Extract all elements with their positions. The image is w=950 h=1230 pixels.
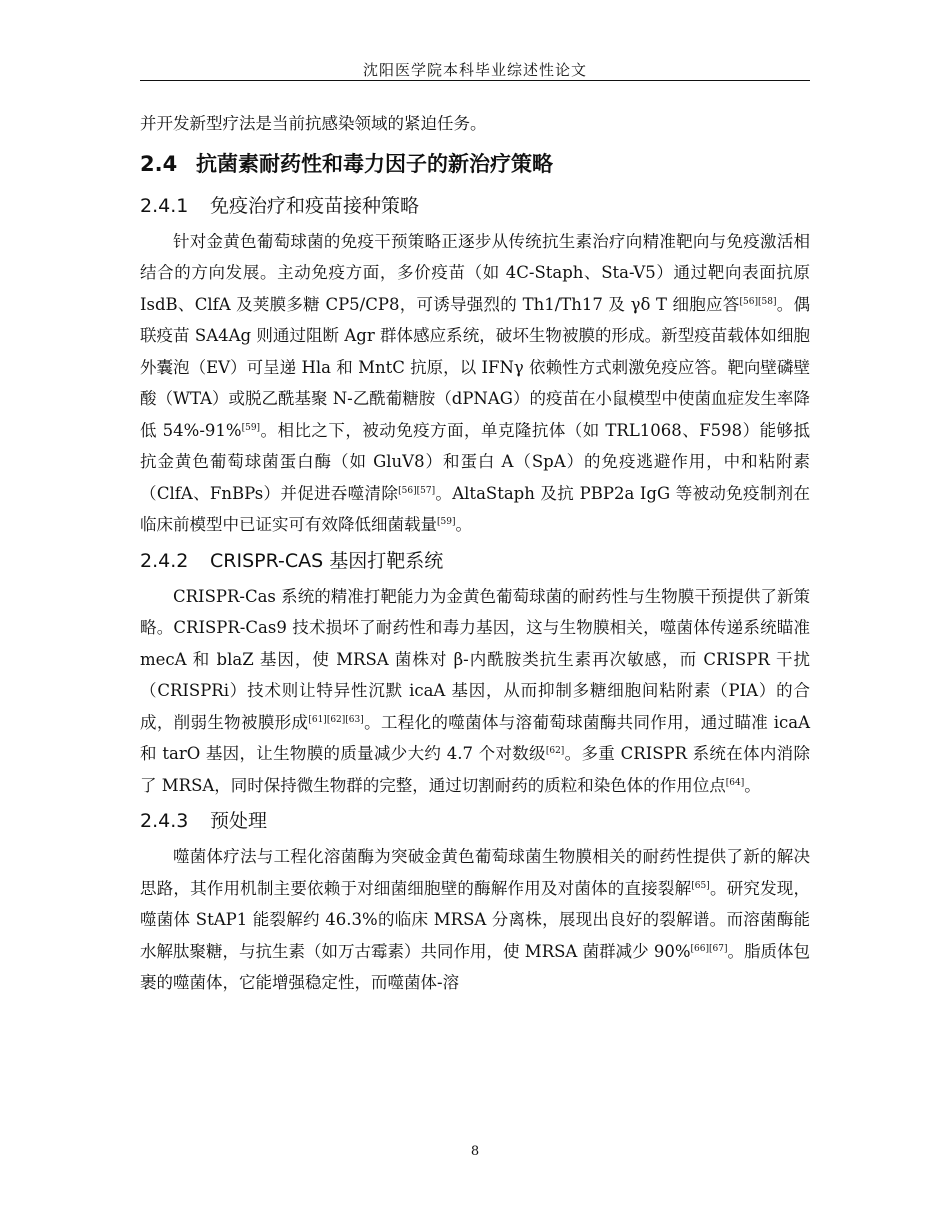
paragraph-text: 。多重 CRISPR 系统在体内消除了 MRSA，同时保持微生物群的完整，通过切割耐药的质粒和染色体的作用位点 [140, 744, 810, 795]
subsection-number: 2.4.1 [140, 194, 189, 217]
header-divider [140, 80, 810, 81]
paragraph-text: CRISPR-Cas 系统的精准打靶能力为金黄色葡萄球菌的耐药性与生物膜干预提供了新策略。CRISPR-Cas9 技术损坏了耐药性和毒力基因，这与生物膜相关，噬菌体传递系统瞄准 mecA 和 blaZ 基因，使 MRSA 菌株对 β-内酰胺类抗生素再次敏感，而 CRISPR 干扰（CRISPRi）技术则让特异性沉默 icaA 基因，从而抑制多糖细胞间粘附素（PIA）的合成，削弱生物被膜形成 [140, 586, 810, 732]
citation: [66][67] [690, 943, 728, 954]
page-number: 8 [470, 1144, 480, 1159]
citation: [56][58] [739, 296, 777, 307]
paragraph-text: 。脂质体包裹的噬菌体，它能增强稳定性，而噬菌体-溶 [140, 941, 810, 992]
paragraph-text: 。相比之下，被动免疫方面，单克隆抗体（如 TRL1068、F598）能够抵抗金黄色葡萄球菌蛋白酶（如 GluV8）和蛋白 A（SpA）的免疫逃避作用，中和粘附素（ClfA、FnBPs）并促进吞噬清除 [140, 420, 810, 503]
subsection-title-text: CRISPR-CAS 基因打靶系统 [210, 549, 444, 572]
subsection-number: 2.4.2 [140, 549, 189, 572]
subsection-heading-2-4-3 [140, 801, 810, 841]
paragraph-text: 。工程化的噬菌体与溶葡萄球菌酶共同作用，通过瞄准 icaA 和 tarO 基因，让生物膜的质量减少大约 4.7 个对数级 [140, 712, 810, 763]
paragraph-pretreatment [140, 841, 810, 999]
paragraph-immunotherapy [140, 226, 810, 541]
subsection-title-text: 预处理 [210, 810, 268, 832]
citation: [59] [241, 422, 261, 433]
citation: [62] [545, 746, 565, 756]
paragraph-text: 。 [455, 515, 472, 534]
section-title-text: 抗菌素耐药性和毒力因子的新治疗策略 [196, 151, 553, 176]
subsection-heading-2-4-2 [140, 541, 810, 581]
citation: [61][62][63] [308, 714, 364, 725]
paragraph-text: 。AltaStaph 及抗 PBP2a IgG 等被动免疫制剂在临床前模型中已证实可有效降低细菌载量 [140, 483, 810, 534]
paragraph-text: 。 [744, 775, 761, 795]
citation: [59] [437, 517, 456, 527]
paragraph-crispr [140, 581, 810, 802]
document-body [140, 108, 810, 999]
section-heading-2-4 [140, 144, 810, 184]
continuation-paragraph: 并开发新型疗法是当前抗感染领域的紧迫任务。 [140, 114, 487, 133]
section-number: 2.4 [140, 151, 178, 176]
subsection-heading-2-4-1 [140, 186, 810, 226]
citation: [64] [725, 777, 745, 788]
page-header-title: 沈阳医学院本科毕业综述性论文 [362, 61, 587, 79]
paragraph-text: 。偶联疫苗 SA4Ag 则通过阻断 Agr 群体感应系统，破坏生物被膜的形成。新型疫苗载体如细胞外囊泡（EV）可呈递 Hla 和 MntC 抗原，以 IFNγ 依赖性方式刺激免疫应答。靶向壁磷壁酸（WTA）或脱乙酰基聚 N-乙酰葡糖胺（dPNAG）的疫苗在小鼠模型中使菌血症发生率降低 54%-91% [140, 294, 811, 440]
citation: [56][57] [398, 485, 436, 496]
subsection-title-text: 免疫治疗和疫苗接种策略 [210, 194, 420, 217]
paragraph-text: 。研究发现，噬菌体 StAP1 能裂解约 46.3%的临床 MRSA 分离株，展现出良好的裂解谱。而溶菌酶能水解肽聚糖，与抗生素（如万古霉素）共同作用，使 MRSA 菌群减少 90% [140, 878, 811, 961]
paragraph-text: 噬菌体疗法与工程化溶菌酶为突破金黄色葡萄球菌生物膜相关的耐药性提供了新的解决思路，其作用机制主要依赖于对细菌细胞壁的酶解作用及对菌体的直接裂解 [140, 847, 810, 898]
citation: [65] [691, 880, 710, 891]
paragraph-text: 针对金黄色葡萄球菌的免疫干预策略正逐步从传统抗生素治疗向精准靶向与免疫激活相结合的方向发展。主动免疫方面，多价疫苗（如 4C-Staph、Sta-V5）通过靶向表面抗原 IsdB、ClfA 及荚膜多糖 CP5/CP8，可诱导强烈的 Th1/Th17 及 γδ T 细胞应答 [140, 231, 810, 314]
subsection-number: 2.4.3 [140, 810, 189, 832]
